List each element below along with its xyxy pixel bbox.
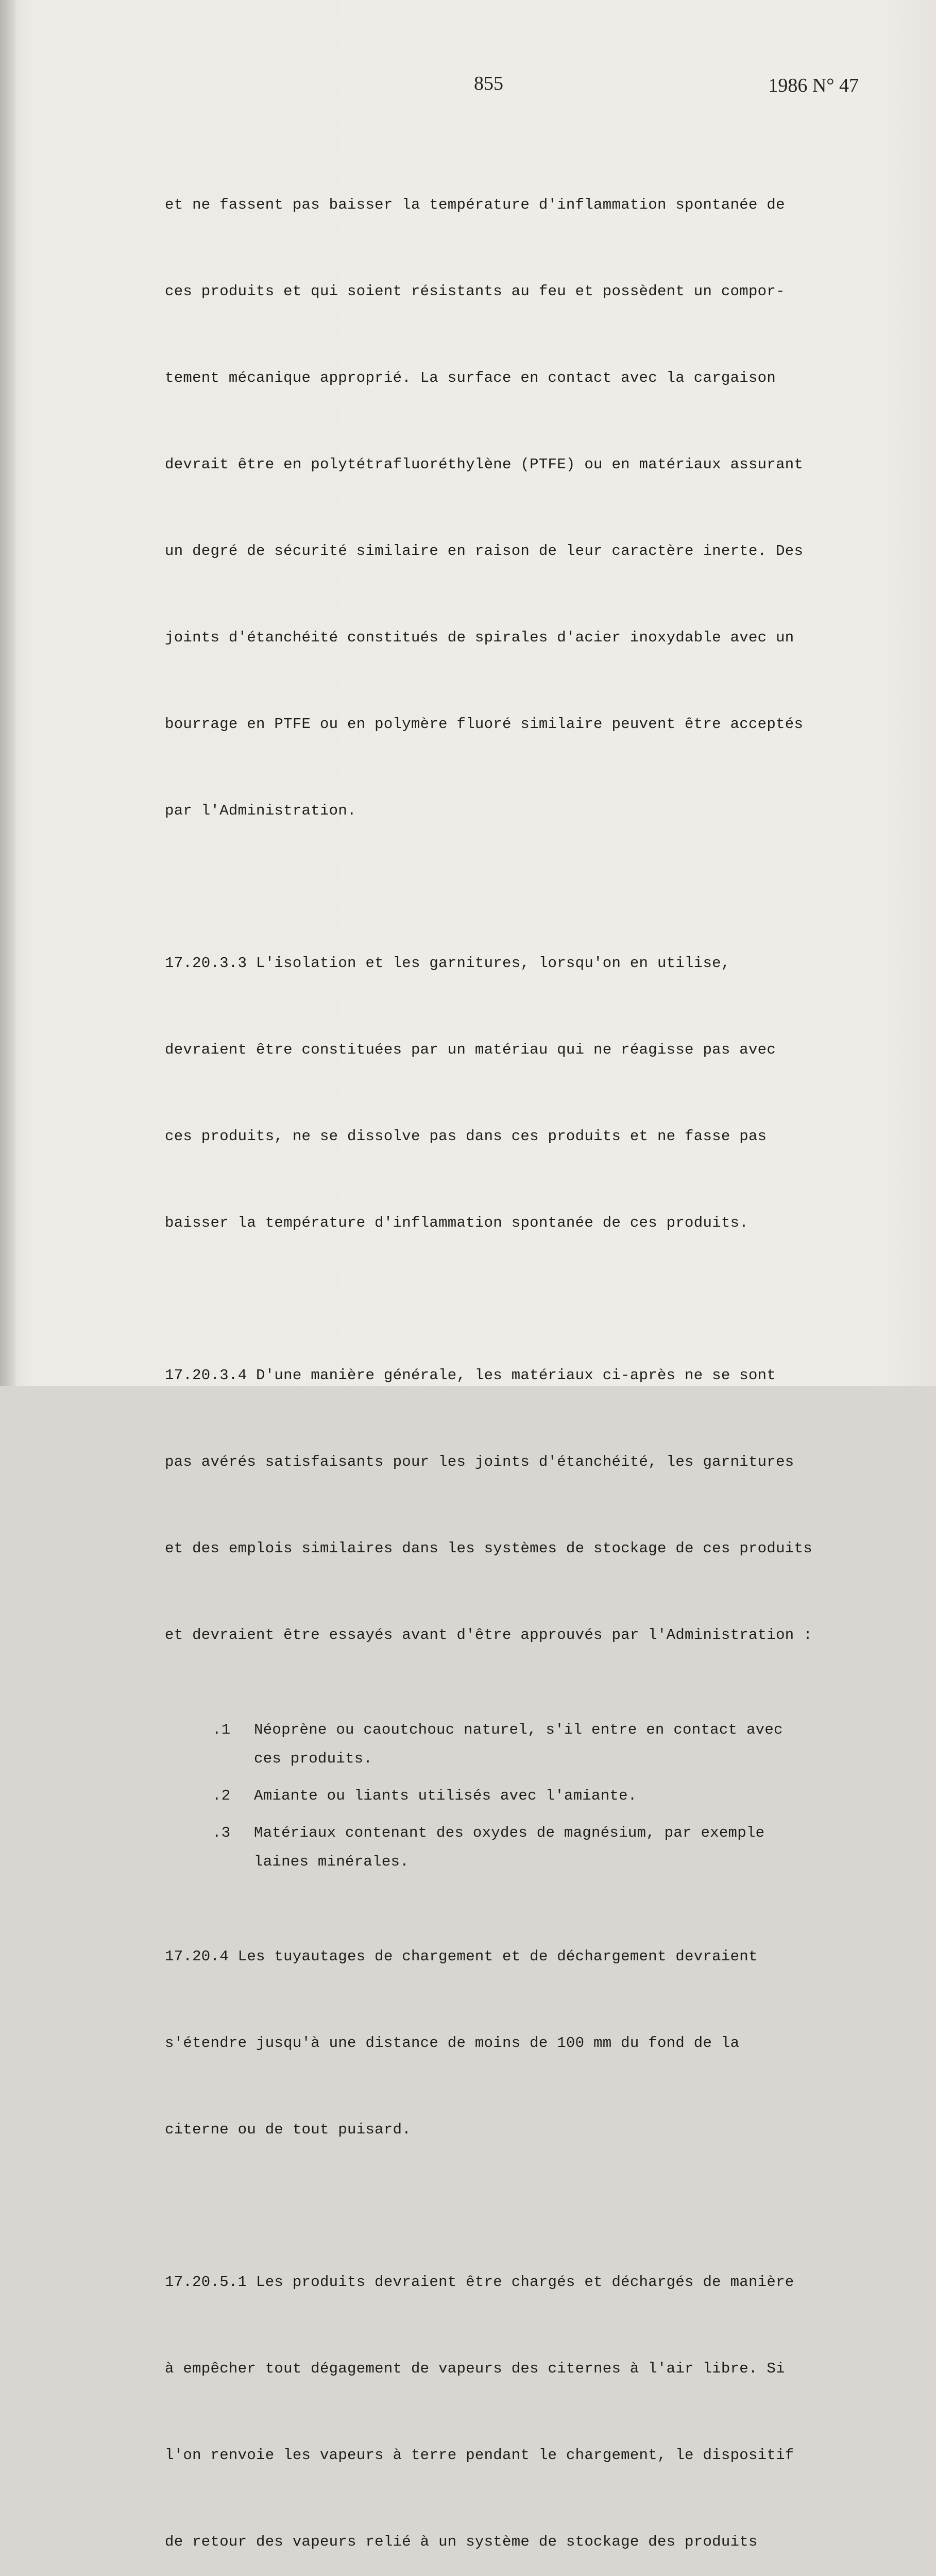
text-line: Amiante ou liants utilisés avec l'amiante. (254, 1787, 637, 1804)
paragraph-17-20-3-3 (165, 891, 845, 1295)
paragraph-17-20-4 (165, 1885, 845, 2202)
text-line: Matériaux contenant des oxydes de magnésium, par exemple (254, 1824, 765, 1841)
text-line: l'on renvoie les vapeurs à terre pendant le chargement, le dispositif (165, 2447, 794, 2464)
text-line: bourrage en PTFE ou en polymère fluoré similaire peuvent être acceptés (165, 716, 804, 733)
text-line: et devraient être essayés avant d'être approuvés par l'Administration : (165, 1626, 812, 1643)
list-item-number: .1 (212, 1721, 231, 1738)
text-line: et des emplois similaires dans les systèmes de stockage de ces produits (165, 1540, 812, 1557)
text-line: ces produits, ne se dissolve pas dans ces produits et ne fasse pas (165, 1128, 767, 1145)
text-line: et ne fassent pas baisser la température d'inflammation spontanée de (165, 196, 785, 213)
page-binding-shadow (0, 0, 15, 1386)
text-line: par l'Administration. (165, 802, 356, 819)
text-line: à empêcher tout dégagement de vapeurs des citernes à l'air libre. Si (165, 2360, 785, 2377)
list-item-number: .3 (212, 1824, 231, 1841)
list-item (165, 1819, 845, 1876)
paragraph-17-20-3-4 (165, 1303, 845, 1707)
list-item (165, 1782, 845, 1810)
text-line: un degré de sécurité similaire en raison de leur caractère inerte. Des (165, 543, 804, 560)
text-line: baisser la température d'inflammation spontanée de ces produits. (165, 1214, 748, 1231)
list-item-number: .2 (212, 1787, 231, 1804)
text-line: 17.20.5.1 Les produits devraient être chargés et déchargés de manière (165, 2274, 794, 2291)
text-line: 17.20.3.3 L'isolation et les garnitures, lorsqu'on en utilise, (165, 955, 730, 972)
text-line: devraient être constituées par un matériau qui ne réagisse pas avec (165, 1041, 776, 1058)
page-number: 855 (474, 73, 503, 94)
paragraph-17-20-5-1 (165, 2210, 845, 2576)
text-line: joints d'étanchéité constitués de spirales d'acier inoxydable avec un (165, 629, 794, 646)
text-line: tement mécanique approprié. La surface en contact avec la cargaison (165, 369, 776, 386)
text-line: s'étendre jusqu'à une distance de moins de 100 mm du fond de la (165, 2035, 740, 2052)
text-line: de retour des vapeurs relié à un système de stockage des produits (165, 2533, 758, 2550)
paragraph-continuation (165, 133, 845, 883)
list-item (165, 1716, 845, 1773)
text-line: Néoprène ou caoutchouc naturel, s'il entre en contact avec (254, 1721, 783, 1738)
text-line: ces produits et qui soient résistants au feu et possèdent un compor- (165, 283, 785, 300)
body-text (165, 133, 845, 2576)
document-reference: 1986 N° 47 (768, 75, 859, 96)
text-line: devrait être en polytétrafluoréthylène (PTFE) ou en matériaux assurant (165, 456, 804, 473)
text-line: 17.20.3.4 D'une manière générale, les matériaux ci-après ne se sont (165, 1367, 776, 1384)
text-line: pas avérés satisfaisants pour les joints d'étanchéité, les garnitures (165, 1453, 794, 1470)
text-line: ces produits. (254, 1750, 373, 1767)
page-header (0, 72, 936, 103)
text-line: laines minérales. (254, 1853, 409, 1870)
text-line: 17.20.4 Les tuyautages de chargement et de déchargement devraient (165, 1948, 758, 1965)
text-line: citerne ou de tout puisard. (165, 2121, 411, 2138)
